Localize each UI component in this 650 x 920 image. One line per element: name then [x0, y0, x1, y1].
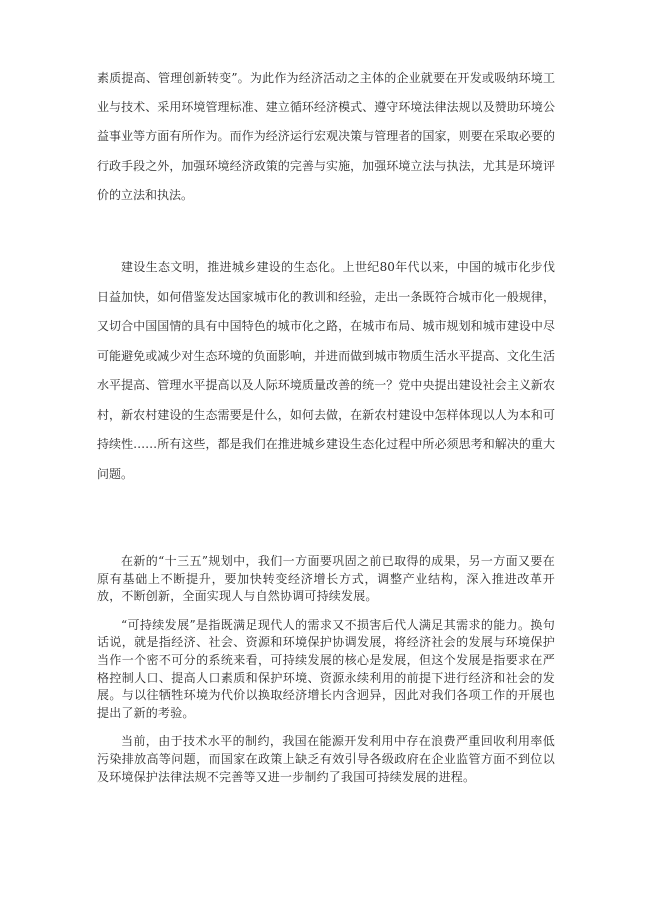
paragraph-sustainable-development: “可持续发展”是指既满足现代人的需求又不损害后代人满足其需求的能力。换句话说，就是指经济、社会、资源和环境保护协调发展，将经济社会的发展与环境保护当作一个密不可分的系统来看，可持续发展的核心是发展，但这个发展是指要求在严格控制人口、提高人口素质和保护环境、资源永续利用的前提下进行经济和社会的发展。与以往牺牲环境为代价以换取经济增长内含迥异，因此对我们各项工作的开展也提出了新的考验。 [97, 617, 555, 720]
paragraph-environmental-policy: 素质提高、管理创新转变”。为此作为经济活动之主体的企业就要在开发或吸纳环境工业与技术、采用环境管理标准、建立循环经济模式、遵守环境法律法规以及赞助环境公益事业等方面有所作为。而作为经济运行宏观决策与管理者的国家，则要在采取必要的行政手段之外，加强环境经济政策的完善与实施，加强环境立法与执法，尤其是环境评价的立法和执法。 [97, 71, 555, 202]
paragraph-current-constraints: 当前，由于技术水平的制约，我国在能源开发利用中存在浪费严重回收利用率低污染排放高等问题，而国家在政策上缺乏有效引导各级政府在企业监管方面不到位以及环境保护法律法规不完善等又进一步制约了我国可持续发展的进程。 [97, 734, 555, 784]
paragraph-urban-ecology: 建设生态文明，推进城乡建设的生态化。上世纪80年代以来，中国的城市化步伐日益加快，如何借鉴发达国家城市化的教训和经验，走出一条既符合城市化一般规律，又切合中国国情的具有中国特色的城市化之路，在城市布局、城市规划和城市建设中尽可能避免或减少对生态环境的负面影响，并进而做到城市物质生活水平提高、文化生活水平提高、管理水平提高以及人际环境质量改善的统一？党中央提出建设社会主义新农村，新农村建设的生态需要是什么，如何去做，在新农村建设中怎样体现以人为本和可持续性……所有这些，都是我们在推进城乡建设生态化过程中所必须思考和解决的重大问题。 [97, 260, 555, 481]
top-text-block [97, 64, 555, 210]
bottom-text-block [97, 553, 555, 786]
middle-text-block [97, 253, 555, 489]
paragraph-thirteenth-five-year-plan: 在新的“十三五”规划中，我们一方面要巩固之前已取得的成果，另一方面又要在原有基础上不断提升，要加快转变经济增长方式，调整产业结构，深入推进改革开放，不断创新，全面实现人与自然协调可持续发展。 [97, 554, 555, 604]
